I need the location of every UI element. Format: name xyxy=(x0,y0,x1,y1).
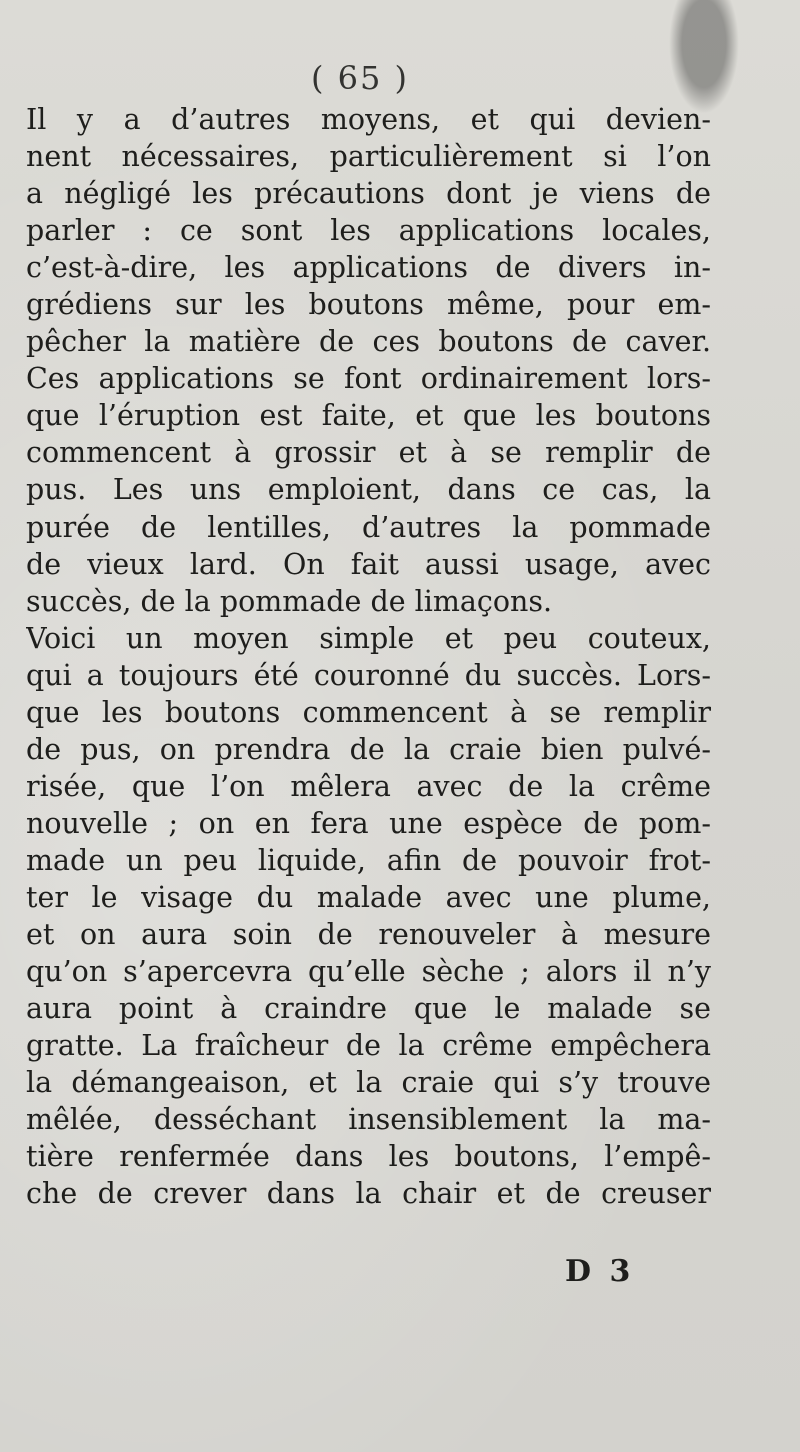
text-line: ter le visage du malade avec une plume, xyxy=(26,880,711,914)
text-line: de vieux lard. On fait aussi usage, avec xyxy=(26,547,711,581)
text-line: c’est-à-dire, les applications de divers in- xyxy=(26,251,711,285)
text-line: Voici un moyen simple et peu couteux, xyxy=(26,621,711,655)
text-line: a négligé les précautions dont je viens de xyxy=(26,177,711,211)
text-line: gratte. La fraîcheur de la crême empêchera xyxy=(26,1029,711,1063)
text-line: de pus, on prendra de la craie bien pulvé- xyxy=(26,732,711,766)
text-line: tière renfermée dans les boutons, l’empê- xyxy=(26,1140,711,1174)
body-text xyxy=(26,101,711,1212)
text-line: risée, que l’on mêlera avec de la crême xyxy=(26,769,711,803)
text-line: qui a toujours été couronné du succès. Lors- xyxy=(26,658,711,692)
text-line: nouvelle ; on en fera une espèce de pom- xyxy=(26,806,711,840)
text-line: Ces applications se font ordinairement lors- xyxy=(26,362,711,396)
text-line: la démangeaison, et la craie qui s’y trouve xyxy=(26,1066,711,1100)
text-line: que l’éruption est faite, et que les boutons xyxy=(26,399,711,433)
text-line: grédiens sur les boutons même, pour em- xyxy=(26,288,711,322)
page-number: ( 65 ) xyxy=(310,59,410,97)
text-line: purée de lentilles, d’autres la pommade xyxy=(26,510,711,544)
text-line: che de crever dans la chair et de creuser xyxy=(26,1177,711,1211)
signature-mark: D 3 xyxy=(565,1254,635,1289)
text-line: et on aura soin de renouveler à mesure xyxy=(26,918,711,952)
text-line: aura point à craindre que le malade se xyxy=(26,992,711,1026)
text-line: que les boutons commencent à se remplir xyxy=(26,695,711,729)
text-line: nent nécessaires, particulièrement si l’on xyxy=(26,140,711,174)
text-line: pêcher la matière de ces boutons de caver. xyxy=(26,325,711,359)
text-line: parler : ce sont les applications locales, xyxy=(26,214,711,248)
text-line: pus. Les uns emploient, dans ce cas, la xyxy=(26,473,711,507)
text-line: succès, de la pommade de limaçons. xyxy=(26,584,553,618)
text-line: mêlée, desséchant insensiblement la ma- xyxy=(26,1103,711,1137)
text-line: commencent à grossir et à se remplir de xyxy=(26,436,711,470)
text-line: qu’on s’apercevra qu’elle sèche ; alors il n’y xyxy=(26,955,711,989)
text-line: Il y a d’autres moyens, et qui devien- xyxy=(26,103,711,136)
text-line: made un peu liquide, afin de pouvoir frot- xyxy=(26,843,711,877)
